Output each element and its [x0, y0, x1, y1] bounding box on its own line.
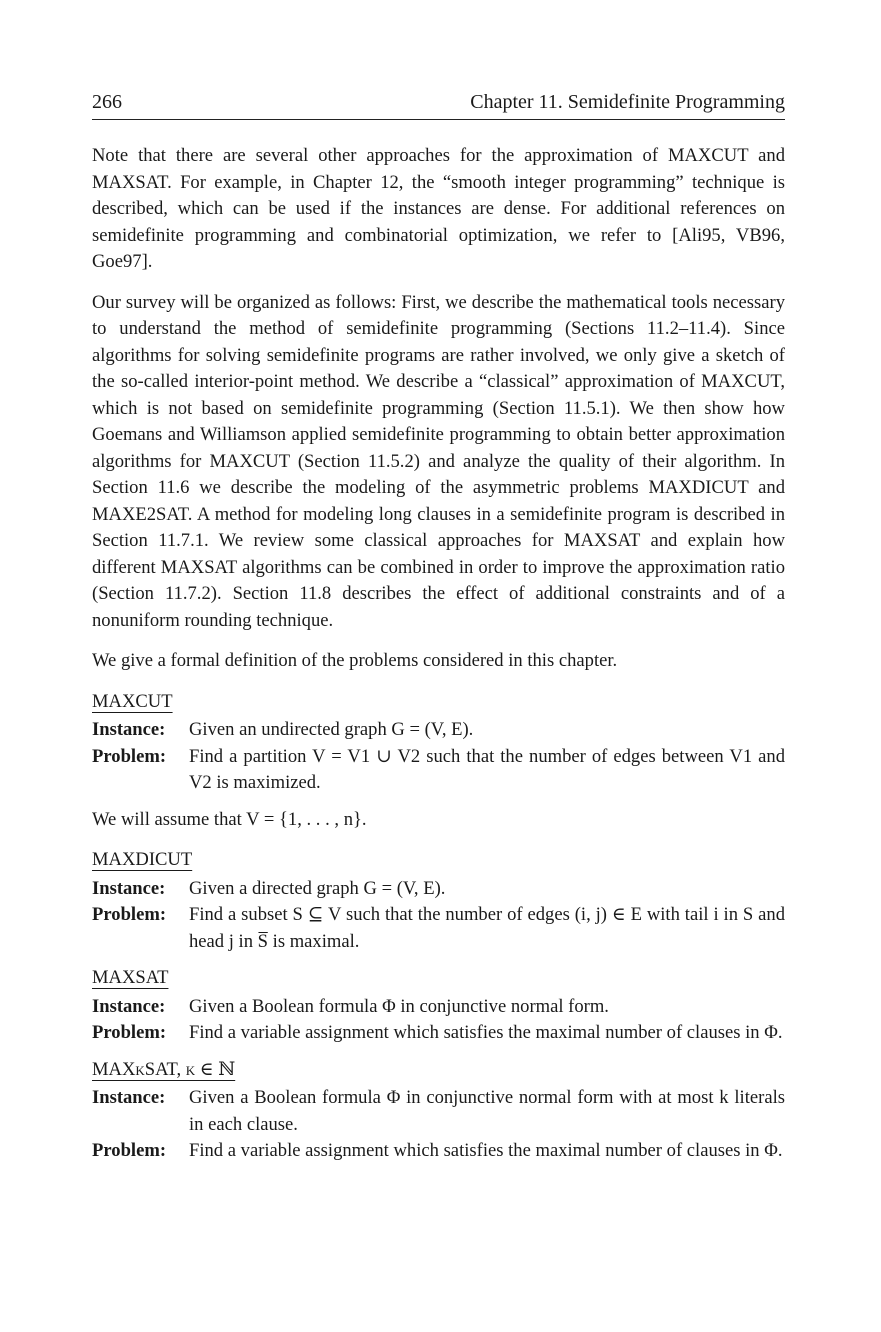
problem-label: Problem:: [92, 745, 167, 767]
paragraph-other-approaches: Note that there are several other approaches for the approximation of MAXCUT and MAXSAT. For example, in Chapter 12, the “smooth integer programming” technique is described, which can be used if the instances are dense. For additional references on semidefinite programming and combinatorial optimization, we refer to [Ali95, VB96, Goe97].: [92, 145, 785, 272]
problem-label: Problem:: [92, 904, 167, 925]
problem-name: MAXSAT: [92, 967, 169, 988]
problem-row: [92, 744, 785, 797]
instance-row: [92, 994, 785, 1021]
problem-label: Problem:: [92, 1140, 167, 1161]
problem-name: MAXDICUT: [92, 849, 193, 870]
problem-maxdicut: [92, 847, 785, 955]
problem-row: [92, 1138, 785, 1165]
instance-label: Instance:: [92, 995, 166, 1017]
problem-label: Problem:: [92, 1022, 167, 1043]
instance-text: Given a Boolean formula Φ in conjunctive normal form.: [189, 995, 609, 1017]
instance-label: Instance:: [92, 1087, 166, 1108]
instance-text: Given an undirected graph G = (V, E).: [189, 719, 474, 740]
problem-text: Find a variable assignment which satisfies the maximal number of clauses in Φ.: [189, 1140, 783, 1161]
instance-row: [92, 1085, 785, 1138]
paragraph-vertex-assumption: We will assume that V = {1, . . . , n}.: [92, 808, 367, 830]
problem-row: [92, 1020, 785, 1047]
chapter-title: Chapter 11. Semidefinite Programming: [470, 91, 785, 113]
problem-text: Find a variable assignment which satisfies the maximal number of clauses in Φ.: [189, 1022, 783, 1043]
page: [92, 88, 785, 1161]
problem-maxcut: [92, 689, 785, 797]
instance-label: Instance:: [92, 719, 166, 740]
running-header: [92, 88, 785, 120]
problem-text: Find a subset S ⊆ V such that the number of edges (i, j) ∈ E with tail i in S and head j in S̅ is maximal.: [189, 904, 785, 952]
instance-label: Instance:: [92, 877, 166, 899]
problem-row: [92, 902, 785, 955]
instance-text: Given a directed graph G = (V, E).: [189, 877, 446, 899]
problem-text: Find a partition V = V1 ∪ V2 such that the number of edges between V1 and V2 is maximized.: [189, 745, 785, 793]
problem-maxksat: [92, 1057, 785, 1165]
paragraph-survey-outline: Our survey will be organized as follows: First, we describe the mathematical tools necessary to understand the method of semidefinite programming (Sections 11.2–11.4). Since algorithms for solving semidefinite programs are rather involved, we only give a sketch of the so-called interior-point method. We describe a “classical” approximation of MAXCUT, which is not based on semidefinite programming (Section 11.5.1). We then show how Goemans and Williamson applied semidefinite programming to obtain better approximation algorithms for MAXCUT (Section 11.5.2) and analyze the quality of their algorithm. In Section 11.6 we describe the modeling of the asymmetric problems MAXDICUT and MAXE2SAT. A method for modeling long clauses in a semidefinite program is described in Section 11.7.1. We review some classical approaches for MAXSAT and explain how different MAXSAT algorithms can be combined in order to improve the approximation ratio (Section 11.7.2). Section 11.8 describes the effect of additional constraints and of a nonuniform rounding technique.: [92, 291, 785, 631]
page-body: [92, 143, 785, 1175]
page-number: 266: [92, 91, 122, 113]
problem-name: MAXCUT: [92, 690, 173, 712]
problem-maxsat: [92, 965, 785, 1047]
problem-name: MAXkSAT, k ∈ ℕ: [92, 1058, 236, 1080]
instance-row: [92, 876, 785, 903]
paragraph-formal-definition-intro: We give a formal definition of the problems considered in this chapter.: [92, 650, 618, 671]
instance-row: [92, 717, 785, 744]
instance-text: Given a Boolean formula Φ in conjunctive normal form with at most k literals in each clause.: [189, 1087, 785, 1135]
